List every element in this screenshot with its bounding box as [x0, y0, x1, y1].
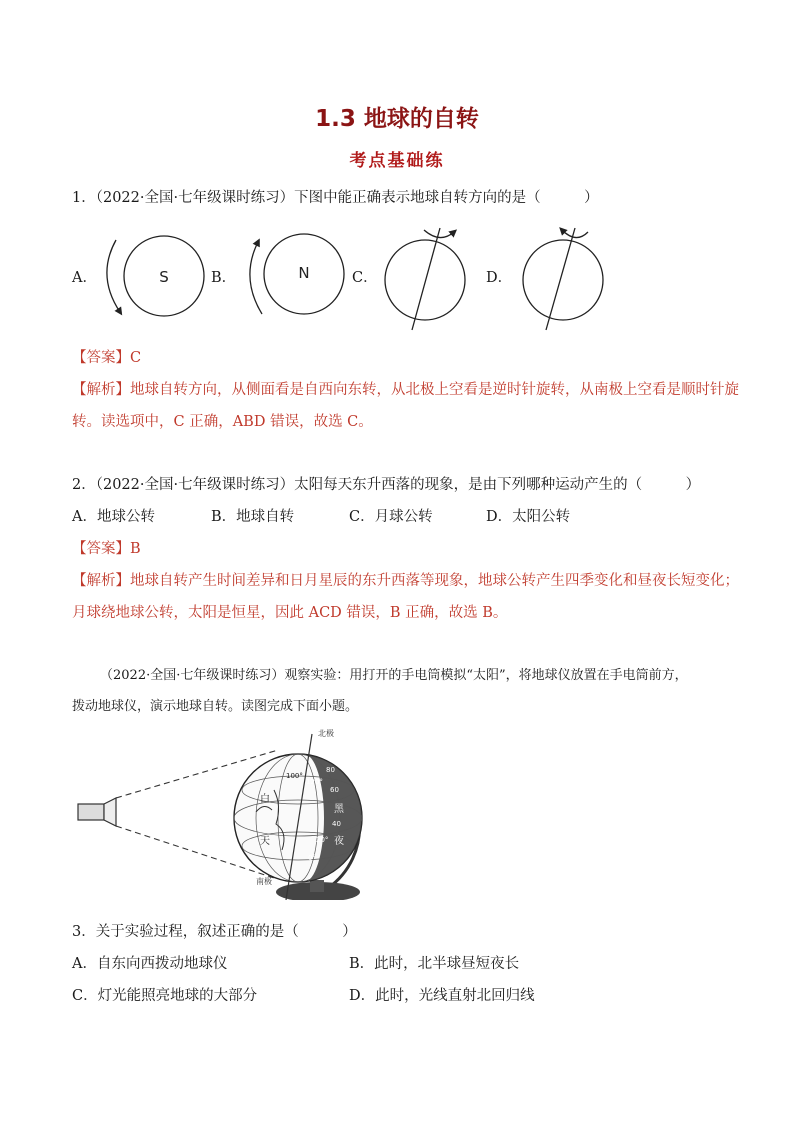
lat-label-80: 80 — [326, 766, 335, 774]
q1-analysis-tag: 【解析】 — [72, 382, 130, 398]
q2-stem: 2．（2022·全国·七年级课时练习）太阳每天东升西落的现象，是由下列哪种运动产生的（ ） — [72, 477, 701, 493]
south-pole-label: 南极 — [256, 877, 272, 886]
north-pole-label: 北极 — [318, 729, 334, 738]
q2-option-c: C．月球公转 — [349, 509, 433, 525]
q1-option-d-label: D． — [486, 270, 513, 286]
q1-analysis-line1 — [72, 378, 739, 399]
q2-analysis-line1 — [72, 569, 739, 590]
intro-line1: （2022·全国·七年级课时练习）观察实验：用打开的手电筒模拟“太阳”，将地球仪放置在手电筒前方， — [100, 668, 688, 683]
lat-label-0: 0° — [308, 854, 316, 862]
night-label-2: 夜 — [334, 836, 344, 847]
day-label-2: 天 — [260, 836, 270, 847]
q2-analysis-line2: 月球绕地球公转，太阳是恒星，因此 ACD 错误，B 正确，故选 B。 — [72, 605, 508, 621]
q2-option-a: A．地球公转 — [72, 509, 155, 525]
q3-option-b: B．此时，北半球昼短夜长 — [349, 956, 520, 972]
day-label: 白 — [260, 794, 270, 805]
q1-option-a-letter: S — [159, 268, 169, 286]
q1-answer — [72, 346, 141, 367]
q2-option-b: B．地球自转 — [211, 509, 295, 525]
q3-option-d: D．此时，光线直射北回归线 — [349, 988, 535, 1004]
q1-option-b-label: B． — [211, 270, 237, 286]
section-subtitle: 考点基础练 — [349, 151, 445, 171]
q1-option-c-label: C． — [352, 270, 378, 286]
lon-label-100: 100° — [286, 772, 303, 780]
q1-analysis-line2: 转。读选项中，C 正确，ABD 错误，故选 C。 — [72, 414, 373, 430]
q2-option-d: D．太阳公转 — [486, 509, 571, 525]
q1-answer-tag: 【答案】 — [72, 350, 130, 366]
lat-label-40: 40 — [332, 820, 341, 828]
q3-option-c: C．灯光能照亮地球的大部分 — [72, 988, 258, 1004]
night-label: 黑 — [334, 804, 344, 815]
lat-label-20: 20° — [316, 836, 329, 844]
flashlight-icon — [78, 804, 104, 820]
q1-stem: 1．（2022·全国·七年级课时练习）下图中能正确表示地球自转方向的是（ ） — [72, 190, 599, 206]
q3-option-a: A．自东向西拨动地球仪 — [72, 956, 228, 972]
q2-answer — [72, 537, 141, 558]
page-title: 1.3 地球的自转 — [315, 106, 479, 132]
q1-diagrams — [0, 222, 794, 334]
q2-analysis-tag: 【解析】 — [72, 573, 130, 589]
lon-label-120: 120° — [306, 778, 323, 786]
q1-option-b-globe — [250, 234, 344, 314]
q1-option-a-label: A． — [72, 270, 97, 286]
q1-analysis-text1: 地球自转方向，从侧面看是自西向东转，从北极上空看是逆时针旋转，从南极上空看是顺时针旋 — [130, 382, 739, 398]
q1-answer-value: C — [130, 350, 142, 366]
lat-label-60: 60 — [330, 786, 339, 794]
q1-option-a-globe — [107, 236, 204, 316]
q3-stem: 3．关于实验过程，叙述正确的是（ ） — [72, 924, 357, 940]
q1-option-c-globe — [385, 228, 465, 330]
intro-line2: 拨动地球仪，演示地球自转。读图完成下面小题。 — [72, 699, 359, 714]
q2-answer-tag: 【答案】 — [72, 541, 130, 557]
globe-figure — [60, 720, 380, 900]
q2-analysis-text1: 地球自转产生时间差异和日月星辰的东升西落等现象，地球公转产生四季变化和昼夜长短变化； — [130, 573, 739, 589]
q1-option-d-globe — [523, 228, 603, 330]
q1-option-b-letter: N — [298, 264, 310, 282]
q2-answer-value: B — [130, 541, 141, 557]
